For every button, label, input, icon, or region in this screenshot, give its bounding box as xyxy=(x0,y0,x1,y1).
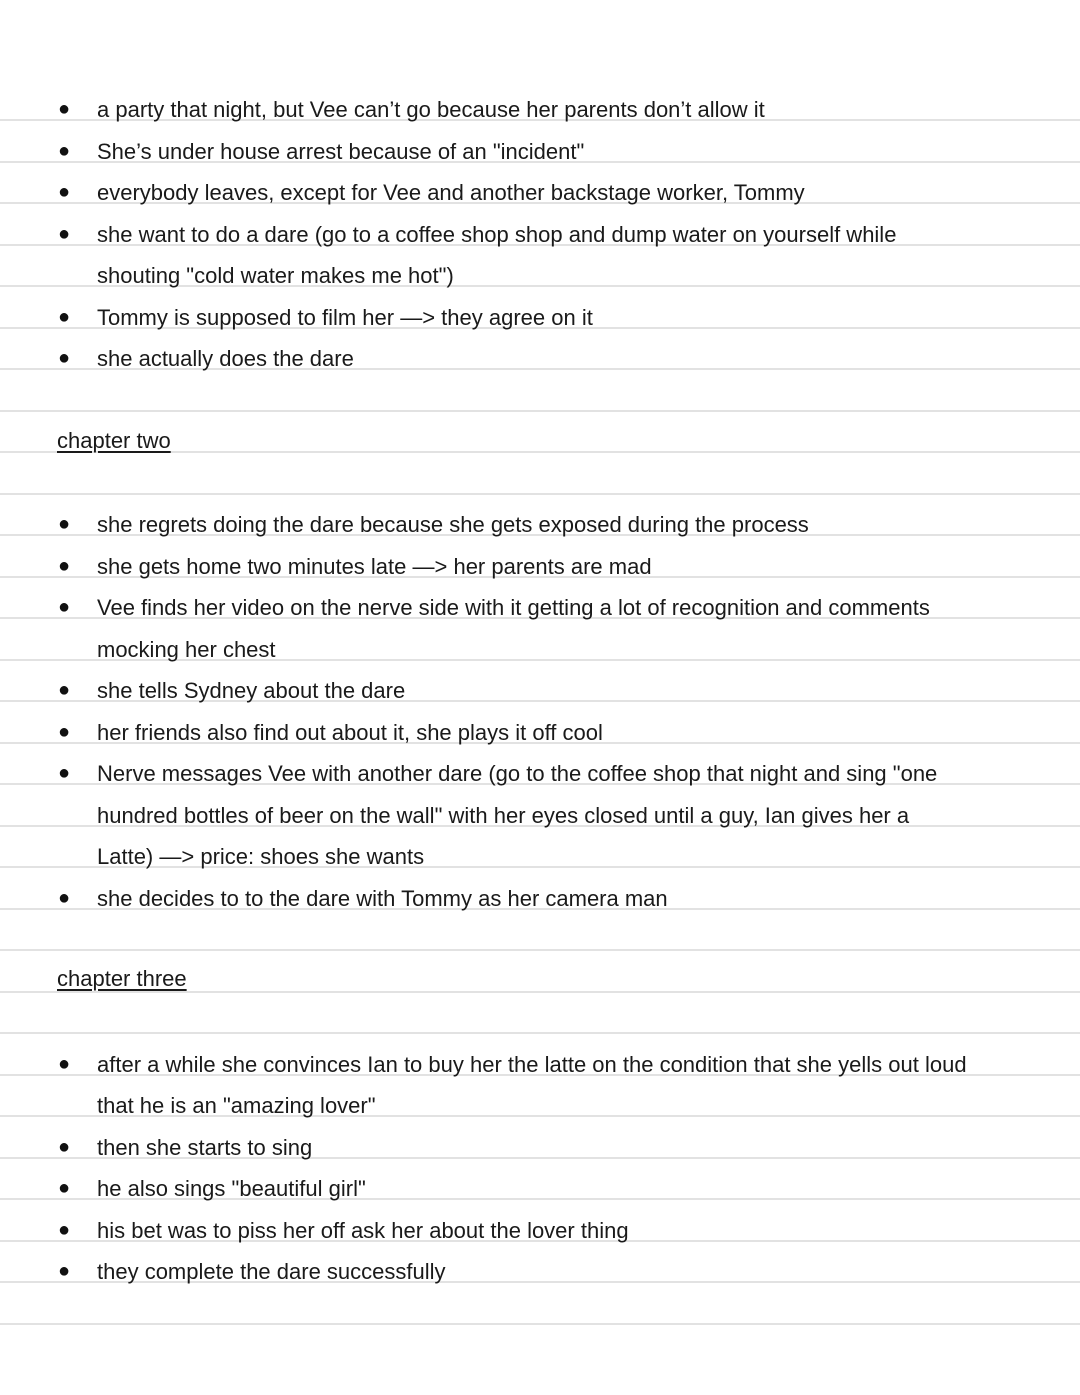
chapter-three-heading: chapter three xyxy=(57,966,187,991)
bullet-icon: ● xyxy=(57,596,71,618)
list-item-text: after a while she convinces Ian to buy her the latte on the condition that she yells out loud xyxy=(97,1051,967,1077)
list-item xyxy=(0,131,1080,173)
list-item xyxy=(0,1251,1080,1293)
list-item xyxy=(0,1044,1080,1086)
bullet-icon: ● xyxy=(57,513,71,535)
list-item xyxy=(0,1168,1080,1210)
bullet-icon: ● xyxy=(57,1260,71,1282)
list-item-text: Tommy is supposed to film her —> they agree on it xyxy=(97,304,593,330)
list-item-text: her friends also find out about it, she plays it off cool xyxy=(97,719,603,745)
list-item-continuation xyxy=(0,255,1080,297)
bullet-icon: ● xyxy=(57,347,71,369)
list-item-text: he also sings "beautiful girl" xyxy=(97,1176,366,1201)
list-item xyxy=(0,89,1080,131)
list-item xyxy=(0,670,1080,712)
list-item-continuation xyxy=(0,1085,1080,1127)
list-item-text: that he is an "amazing lover" xyxy=(97,1093,376,1118)
list-item-text: she gets home two minutes late —> her parents are mad xyxy=(97,553,652,579)
list-item xyxy=(0,504,1080,546)
list-item-text: then she starts to sing xyxy=(97,1134,313,1160)
list-item-text: Vee finds her video on the nerve side with it getting a lot of recognition and comments xyxy=(97,595,930,620)
bullet-icon: ● xyxy=(57,679,71,701)
list-item xyxy=(0,1210,1080,1252)
list-item xyxy=(0,587,1080,629)
chapter-two-heading: chapter two xyxy=(57,428,171,453)
list-item xyxy=(0,878,1080,920)
bullet-icon: ● xyxy=(57,720,71,743)
bullet-icon: ● xyxy=(57,1218,71,1241)
bullet-icon: ● xyxy=(57,762,71,784)
list-item-text: She’s under house arrest because of an "incident" xyxy=(97,138,585,164)
list-item-text: a party that night, but Vee can’t go because her parents don’t allow it xyxy=(97,97,765,122)
list-item-text: hundred bottles of beer on the wall" with her eyes closed until a guy, Ian gives her a xyxy=(97,802,910,828)
list-item-continuation xyxy=(0,795,1080,837)
bullet-icon: ● xyxy=(57,98,71,120)
list-item xyxy=(0,546,1080,588)
list-item-text: his bet was to piss her off ask her about the lover thing xyxy=(97,1217,629,1243)
bullet-icon: ● xyxy=(57,554,71,577)
list-item xyxy=(0,172,1080,214)
chapter-two-heading-row xyxy=(0,420,1080,462)
list-item-text: Nerve messages Vee with another dare (go to the coffee shop that night and sing "one xyxy=(97,761,938,786)
bullet-icon: ● xyxy=(57,305,71,328)
list-item-text: she regrets doing the dare because she gets exposed during the process xyxy=(97,512,809,537)
bullet-icon: ● xyxy=(57,181,71,203)
bullet-icon: ● xyxy=(57,222,71,245)
bullet-icon: ● xyxy=(57,1052,71,1075)
list-item-text: she want to do a dare (go to a coffee shop shop and dump water on yourself while xyxy=(97,221,897,247)
list-item-text: Latte) —> price: shoes she wants xyxy=(97,844,425,869)
list-item-continuation xyxy=(0,629,1080,671)
list-item xyxy=(0,753,1080,795)
list-item xyxy=(0,1127,1080,1169)
bullet-icon: ● xyxy=(57,1135,71,1158)
chapter-three-heading-row xyxy=(0,958,1080,1000)
list-item xyxy=(0,297,1080,339)
bullet-icon: ● xyxy=(57,1177,71,1199)
bullet-icon: ● xyxy=(57,886,71,909)
list-item-text: shouting "cold water makes me hot") xyxy=(97,263,454,288)
list-item-text: she actually does the dare xyxy=(97,346,354,371)
list-item-text: mocking her chest xyxy=(97,636,276,662)
list-item xyxy=(0,712,1080,754)
list-item xyxy=(0,214,1080,256)
list-item xyxy=(0,338,1080,380)
list-item-text: she tells Sydney about the dare xyxy=(97,678,406,703)
list-item-text: they complete the dare successfully xyxy=(97,1259,446,1284)
list-item-text: she decides to to the dare with Tommy as her camera man xyxy=(97,885,668,911)
list-item-text: everybody leaves, except for Vee and another backstage worker, Tommy xyxy=(97,180,805,205)
bullet-icon: ● xyxy=(57,139,71,162)
list-item-continuation xyxy=(0,836,1080,878)
